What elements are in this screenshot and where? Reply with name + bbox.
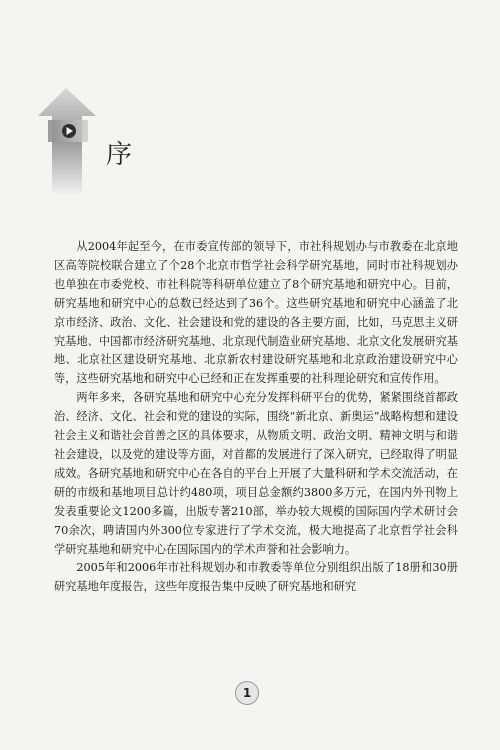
paragraph: 两年多来，各研究基地和研究中心充分发挥科研平台的优势，紧紧围绕首都政治、经济、文化、社会和党的建设的实际，围绕“新北京、新奥运”战略构想和建设社会主义和谐社会首善之区的具体要求，从物质文明、政治文明、精神文明与和谐社会建设，以及党的建设等方面，对首都的发展进行了深入研究，已经取得了明显成效。各研究基地和研究中心在各自的平台上开展了大量科研和学术交流活动，在研的市级和基地项目总计约480项，项目总金额约3800多万元，在国内外刊物上发表重要论文1200多篇，出版专著210部，举办较大规模的国际国内学术研讨会70余次，聘请国内外300位专家进行了学术交流，极大地提高了北京哲学社会科学研究基地和研究中心在国际国内的学术声誉和社会影响力。 xyxy=(54,391,458,556)
paragraph: 从2004年起至今，在市委宣传部的领导下，市社科规划办与市教委在北京地区高等院校联合建立了个28个北京市哲学社会科学研究基地，同时市社科规划办也单独在市委党校、市社科院等科研单位建立了8个研究基地和研究中心。目前，研究基地和研究中心的总数已经达到了36个。这些研究基地和研究中心涵盖了北京市经济、政治、文化、社会建设和党的建设的各主要方面，比如，马克思主义研究基地、中国都市经济研究基地、北京现代制造业研究基地、北京文化发展研究基地、北京社区建设研究基地、北京新农村建设研究基地和北京政治建设研究中心等，这些研究基地和研究中心已经和正在发挥重要的社科理论研究和宣传作用。 xyxy=(54,240,458,386)
page-number: 1 xyxy=(242,686,252,700)
paragraph: 2005年和2006年市社科规划办和市教委等单位分别组织出版了18册和30册研究基地年度报告，这些年度报告集中反映了研究基地和研究 xyxy=(54,561,458,594)
body-text xyxy=(54,238,458,597)
section-title: 序 xyxy=(106,140,135,170)
arrow-banner-icon xyxy=(38,86,108,196)
section-header-graphic xyxy=(38,86,108,196)
page-number-badge xyxy=(234,680,260,706)
